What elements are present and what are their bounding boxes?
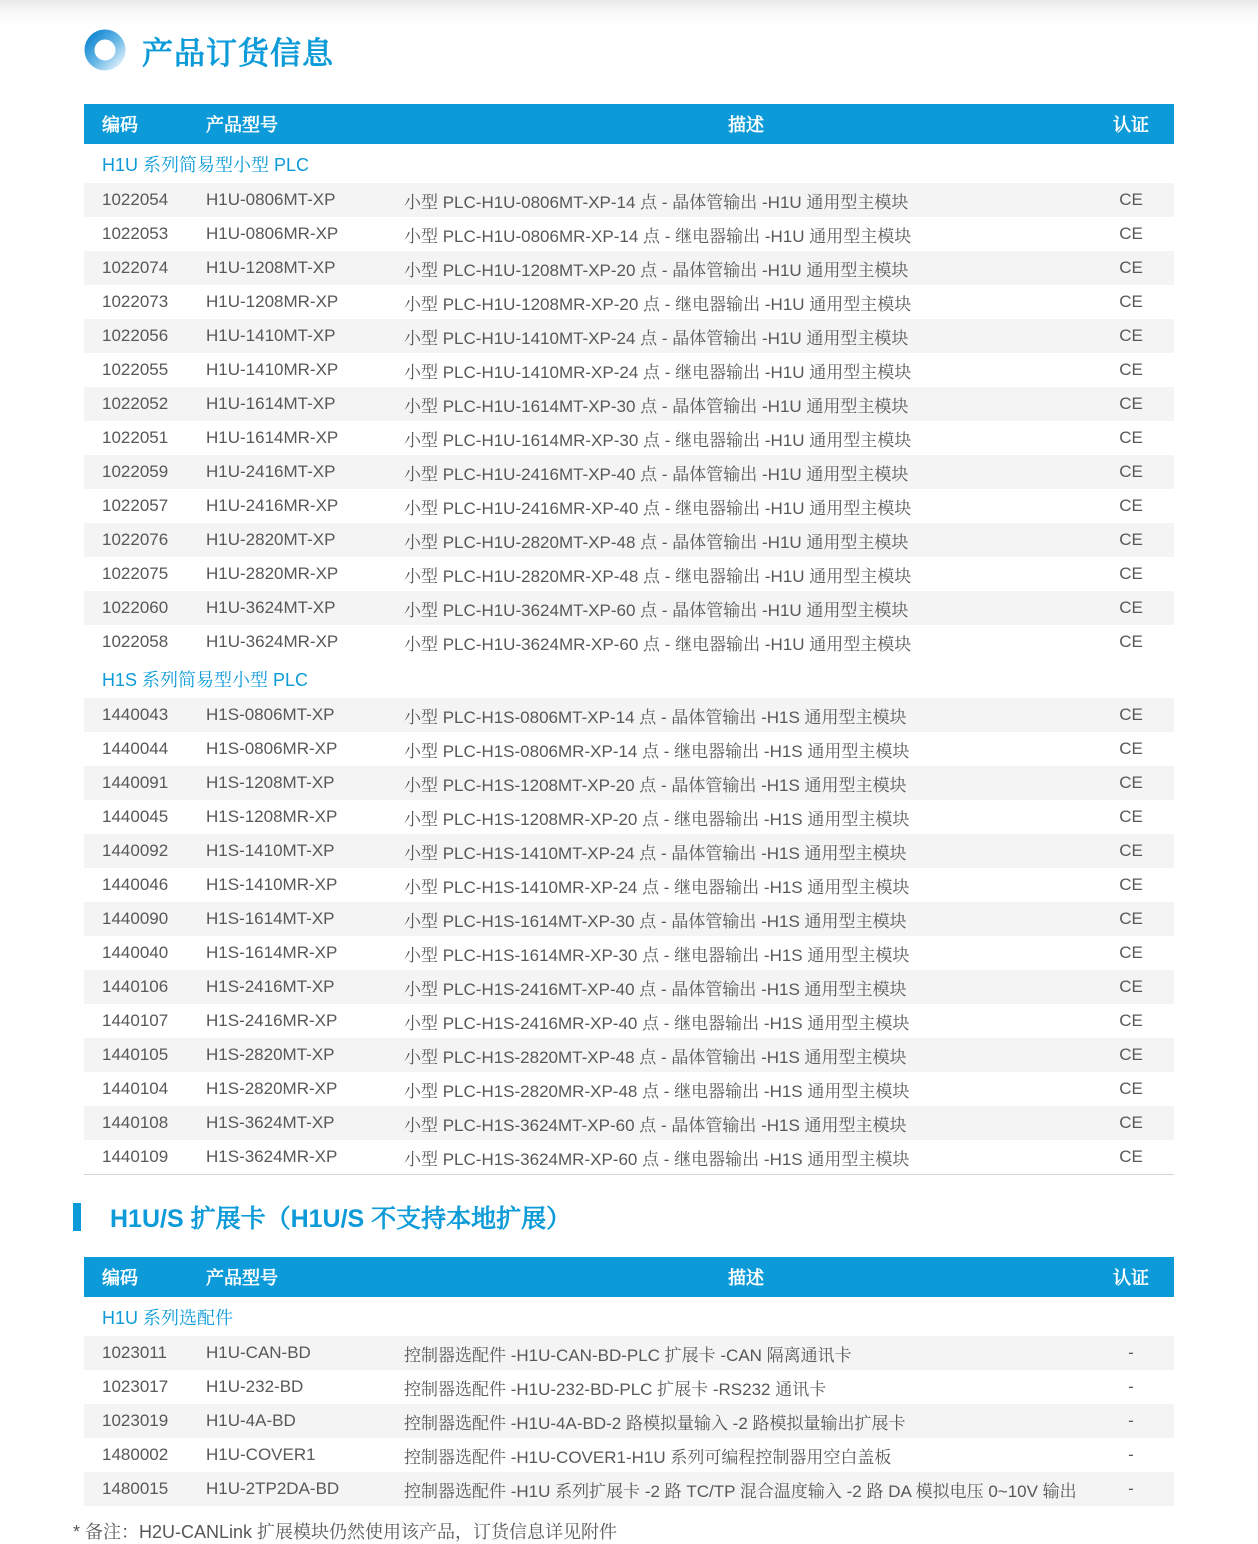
cell-model: H1U-3624MR-XP [206,632,339,651]
table-row [84,1336,1174,1370]
cell-model: H1U-232-BD [206,1377,304,1396]
cell-description: 控制器选配件 -H1U 系列扩展卡 -2 路 TC/TP 混合温度输入 -2 路 DA 模拟电压 0~10V 输出 [404,1481,1077,1501]
table-row [84,319,1174,353]
header-code: 编码 [102,1268,138,1288]
cell-description: 小型 PLC-H1S-3624MR-XP-60 点 - 继电器输出 -H1S 通用型主模块 [404,1149,910,1169]
cell-code: 1440045 [102,807,169,826]
cell-certification: CE [1119,258,1143,277]
cell-description: 小型 PLC-H1S-1614MT-XP-30 点 - 晶体管输出 -H1S 通用型主模块 [404,911,907,931]
cell-description: 小型 PLC-H1S-3624MT-XP-60 点 - 晶体管输出 -H1S 通用型主模块 [404,1115,907,1135]
cell-description: 小型 PLC-H1U-1410MT-XP-24 点 - 晶体管输出 -H1U 通用型主模块 [404,328,909,348]
table-row [84,1072,1174,1106]
cell-certification: CE [1119,496,1143,515]
cell-certification: CE [1119,530,1143,549]
cell-code: 1440092 [102,841,169,860]
cell-model: H1U-3624MT-XP [206,598,336,617]
series-group-label: H1U 系列简易型小型 PLC [84,144,1174,183]
table-row [84,698,1174,732]
series-group-label: H1U 系列选配件 [84,1297,1174,1336]
cell-certification: - [1128,1479,1134,1498]
cell-model: H1U-2820MT-XP [206,530,336,549]
cell-model: H1S-0806MT-XP [206,705,335,724]
cell-code: 1480015 [102,1479,169,1498]
cell-code: 1022074 [102,258,169,277]
cell-model: H1S-2820MR-XP [206,1079,338,1098]
cell-certification: CE [1119,326,1143,345]
expansion-card-title: H1U/S 扩展卡（H1U/S 不支持本地扩展） [110,1205,572,1233]
cell-code: 1440040 [102,943,169,962]
cell-description: 控制器选配件 -H1U-232-BD-PLC 扩展卡 -RS232 通讯卡 [404,1379,827,1399]
table-row [84,217,1174,251]
cell-certification: CE [1119,1011,1143,1030]
cell-description: 小型 PLC-H1U-2820MT-XP-48 点 - 晶体管输出 -H1U 通用型主模块 [404,532,909,552]
table-row [84,1438,1174,1472]
table-row [84,1370,1174,1404]
table-row [84,387,1174,421]
table-row [84,1472,1174,1506]
header-model: 产品型号 [206,115,278,135]
table-row [84,970,1174,1004]
cell-model: H1U-2416MT-XP [206,462,336,481]
cell-code: 1480002 [102,1445,169,1464]
cell-code: 1023017 [102,1377,169,1396]
cell-code: 1440043 [102,705,169,724]
table-row [84,732,1174,766]
header-code: 编码 [102,115,138,135]
cell-description: 小型 PLC-H1U-3624MT-XP-60 点 - 晶体管输出 -H1U 通用型主模块 [404,600,909,620]
page-title-row [84,27,1258,73]
cell-certification: CE [1119,773,1143,792]
table-row [84,868,1174,902]
cell-certification: CE [1119,598,1143,617]
cell-certification: CE [1119,428,1143,447]
cell-certification: CE [1119,1045,1143,1064]
cell-description: 小型 PLC-H1S-2416MT-XP-40 点 - 晶体管输出 -H1S 通用型主模块 [404,979,907,999]
ring-gradient-icon [84,29,126,71]
table-header-row [84,104,1174,144]
cell-description: 小型 PLC-H1U-2416MT-XP-40 点 - 晶体管输出 -H1U 通用型主模块 [404,464,909,484]
cell-certification: CE [1119,224,1143,243]
cell-model: H1U-2416MR-XP [206,496,339,515]
table-row [84,455,1174,489]
cell-model: H1S-3624MT-XP [206,1113,335,1132]
cell-code: 1022076 [102,530,169,549]
cell-code: 1023019 [102,1411,169,1430]
cell-code: 1022075 [102,564,169,583]
blue-bar-icon [73,1203,81,1231]
cell-code: 1023011 [102,1343,167,1362]
cell-description: 小型 PLC-H1U-1614MR-XP-30 点 - 继电器输出 -H1U 通用型主模块 [404,430,912,450]
table-body [84,1297,1174,1506]
cell-model: H1U-COVER1 [206,1445,316,1464]
cell-certification: CE [1119,739,1143,758]
table-row [84,1038,1174,1072]
cell-code: 1022060 [102,598,169,617]
cell-certification: CE [1119,875,1143,894]
table-row [84,902,1174,936]
cell-model: H1S-1410MT-XP [206,841,335,860]
table-row [84,1106,1174,1140]
cell-model: H1S-2416MR-XP [206,1011,338,1030]
cell-model: H1U-0806MR-XP [206,224,339,243]
cell-description: 小型 PLC-H1U-2820MR-XP-48 点 - 继电器输出 -H1U 通用型主模块 [404,566,912,586]
cell-code: 1440044 [102,739,169,758]
cell-model: H1S-1614MT-XP [206,909,335,928]
cell-code: 1440091 [102,773,169,792]
table-row [84,766,1174,800]
cell-code: 1022056 [102,326,169,345]
cell-code: 1440106 [102,977,169,996]
cell-description: 小型 PLC-H1S-2820MT-XP-48 点 - 晶体管输出 -H1S 通用型主模块 [404,1047,907,1067]
cell-certification: - [1128,1445,1134,1464]
cell-description: 小型 PLC-H1U-0806MR-XP-14 点 - 继电器输出 -H1U 通用型主模块 [404,226,912,246]
cell-certification: CE [1119,909,1143,928]
cell-model: H1U-2820MR-XP [206,564,339,583]
cell-model: H1U-1614MR-XP [206,428,339,447]
cell-model: H1S-2820MT-XP [206,1045,335,1064]
header-certification: 认证 [1113,1268,1149,1288]
cell-description: 小型 PLC-H1S-1208MR-XP-20 点 - 继电器输出 -H1S 通用型主模块 [404,809,910,829]
cell-code: 1022054 [102,190,169,209]
cell-model: H1S-1614MR-XP [206,943,338,962]
cell-description: 小型 PLC-H1S-1208MT-XP-20 点 - 晶体管输出 -H1S 通用型主模块 [404,775,907,795]
cell-certification: CE [1119,943,1143,962]
cell-certification: CE [1119,292,1143,311]
cell-model: H1S-1410MR-XP [206,875,338,894]
cell-certification: - [1128,1377,1134,1396]
cell-code: 1022051 [102,428,169,447]
cell-description: 小型 PLC-H1U-0806MT-XP-14 点 - 晶体管输出 -H1U 通用型主模块 [404,192,909,212]
cell-code: 1440108 [102,1113,169,1132]
series-group-label: H1S 系列简易型小型 PLC [84,659,1174,698]
cell-certification: CE [1119,705,1143,724]
cell-code: 1440107 [102,1011,169,1030]
table-row [84,625,1174,659]
cell-model: H1S-0806MR-XP [206,739,338,758]
table-row [84,251,1174,285]
table-row [84,353,1174,387]
cell-code: 1440090 [102,909,169,928]
cell-description: 小型 PLC-H1U-1208MT-XP-20 点 - 晶体管输出 -H1U 通用型主模块 [404,260,909,280]
cell-description: 控制器选配件 -H1U-COVER1-H1U 系列可编程控制器用空白盖板 [404,1447,892,1467]
cell-description: 小型 PLC-H1S-2416MR-XP-40 点 - 继电器输出 -H1S 通用型主模块 [404,1013,910,1033]
footnote: * 备注：H2U-CANLink 扩展模块仍然使用该产品，订货信息详见附件 [73,1522,618,1542]
cell-description: 小型 PLC-H1U-1208MR-XP-20 点 - 继电器输出 -H1U 通用型主模块 [404,294,912,314]
cell-certification: - [1128,1411,1134,1430]
cell-code: 1022057 [102,496,169,515]
cell-certification: CE [1119,632,1143,651]
table-row [84,421,1174,455]
cell-code: 1440105 [102,1045,169,1064]
cell-code: 1022073 [102,292,169,311]
cell-code: 1022058 [102,632,169,651]
cell-code: 1022052 [102,394,169,413]
cell-model: H1U-1208MR-XP [206,292,339,311]
cell-certification: CE [1119,1079,1143,1098]
table-row [84,557,1174,591]
header-certification: 认证 [1113,115,1149,135]
expansion-card-heading [73,1201,1258,1233]
cell-model: H1U-1614MT-XP [206,394,336,413]
expansion-card-table [84,1257,1174,1506]
cell-certification: CE [1119,977,1143,996]
table-row [84,1140,1174,1174]
table-row [84,489,1174,523]
header-description: 描述 [728,115,764,135]
cell-description: 小型 PLC-H1S-0806MR-XP-14 点 - 继电器输出 -H1S 通用型主模块 [404,741,910,761]
table-row [84,834,1174,868]
cell-description: 小型 PLC-H1S-1410MT-XP-24 点 - 晶体管输出 -H1S 通用型主模块 [404,843,907,863]
ordering-info-table [84,104,1174,1175]
cell-model: H1U-0806MT-XP [206,190,336,209]
cell-description: 小型 PLC-H1S-1614MR-XP-30 点 - 继电器输出 -H1S 通用型主模块 [404,945,910,965]
cell-description: 小型 PLC-H1U-1614MT-XP-30 点 - 晶体管输出 -H1U 通用型主模块 [404,396,909,416]
cell-description: 小型 PLC-H1U-2416MR-XP-40 点 - 继电器输出 -H1U 通用型主模块 [404,498,912,518]
table-row [84,1004,1174,1038]
cell-model: H1U-4A-BD [206,1411,296,1430]
page-title: 产品订货信息 [142,35,334,71]
cell-code: 1440046 [102,875,169,894]
cell-certification: CE [1119,190,1143,209]
header-model: 产品型号 [206,1268,278,1288]
cell-model: H1S-3624MR-XP [206,1147,338,1166]
cell-model: H1U-1410MT-XP [206,326,336,345]
cell-model: H1S-1208MT-XP [206,773,335,792]
cell-description: 小型 PLC-H1S-1410MR-XP-24 点 - 继电器输出 -H1S 通用型主模块 [404,877,910,897]
header-description: 描述 [728,1268,764,1288]
table-header-row [84,1257,1174,1297]
cell-certification: CE [1119,394,1143,413]
cell-certification: CE [1119,841,1143,860]
cell-model: H1S-2416MT-XP [206,977,335,996]
cell-description: 小型 PLC-H1U-3624MR-XP-60 点 - 继电器输出 -H1U 通用型主模块 [404,634,912,654]
table-row [84,936,1174,970]
cell-description: 小型 PLC-H1S-2820MR-XP-48 点 - 继电器输出 -H1S 通用型主模块 [404,1081,910,1101]
cell-certification: CE [1119,564,1143,583]
cell-code: 1440109 [102,1147,169,1166]
table-row [84,285,1174,319]
table-row [84,1404,1174,1438]
cell-model: H1U-1208MT-XP [206,258,336,277]
cell-description: 小型 PLC-H1U-1410MR-XP-24 点 - 继电器输出 -H1U 通用型主模块 [404,362,912,382]
cell-model: H1U-CAN-BD [206,1343,311,1362]
cell-certification: CE [1119,360,1143,379]
cell-certification: CE [1119,1113,1143,1132]
table-row [84,523,1174,557]
cell-certification: - [1128,1343,1134,1362]
table-row [84,183,1174,217]
cell-code: 1022059 [102,462,169,481]
cell-code: 1440104 [102,1079,169,1098]
cell-code: 1022055 [102,360,169,379]
cell-certification: CE [1119,1147,1143,1166]
cell-code: 1022053 [102,224,169,243]
table-row [84,800,1174,834]
cell-description: 小型 PLC-H1S-0806MT-XP-14 点 - 晶体管输出 -H1S 通用型主模块 [404,707,907,727]
cell-certification: CE [1119,807,1143,826]
cell-certification: CE [1119,462,1143,481]
cell-model: H1U-1410MR-XP [206,360,339,379]
cell-model: H1S-1208MR-XP [206,807,338,826]
cell-description: 控制器选配件 -H1U-4A-BD-2 路模拟量输入 -2 路模拟量输出扩展卡 [404,1413,906,1433]
cell-description: 控制器选配件 -H1U-CAN-BD-PLC 扩展卡 -CAN 隔离通讯卡 [404,1345,852,1365]
table-row [84,591,1174,625]
cell-model: H1U-2TP2DA-BD [206,1479,340,1498]
table-body [84,144,1174,1174]
